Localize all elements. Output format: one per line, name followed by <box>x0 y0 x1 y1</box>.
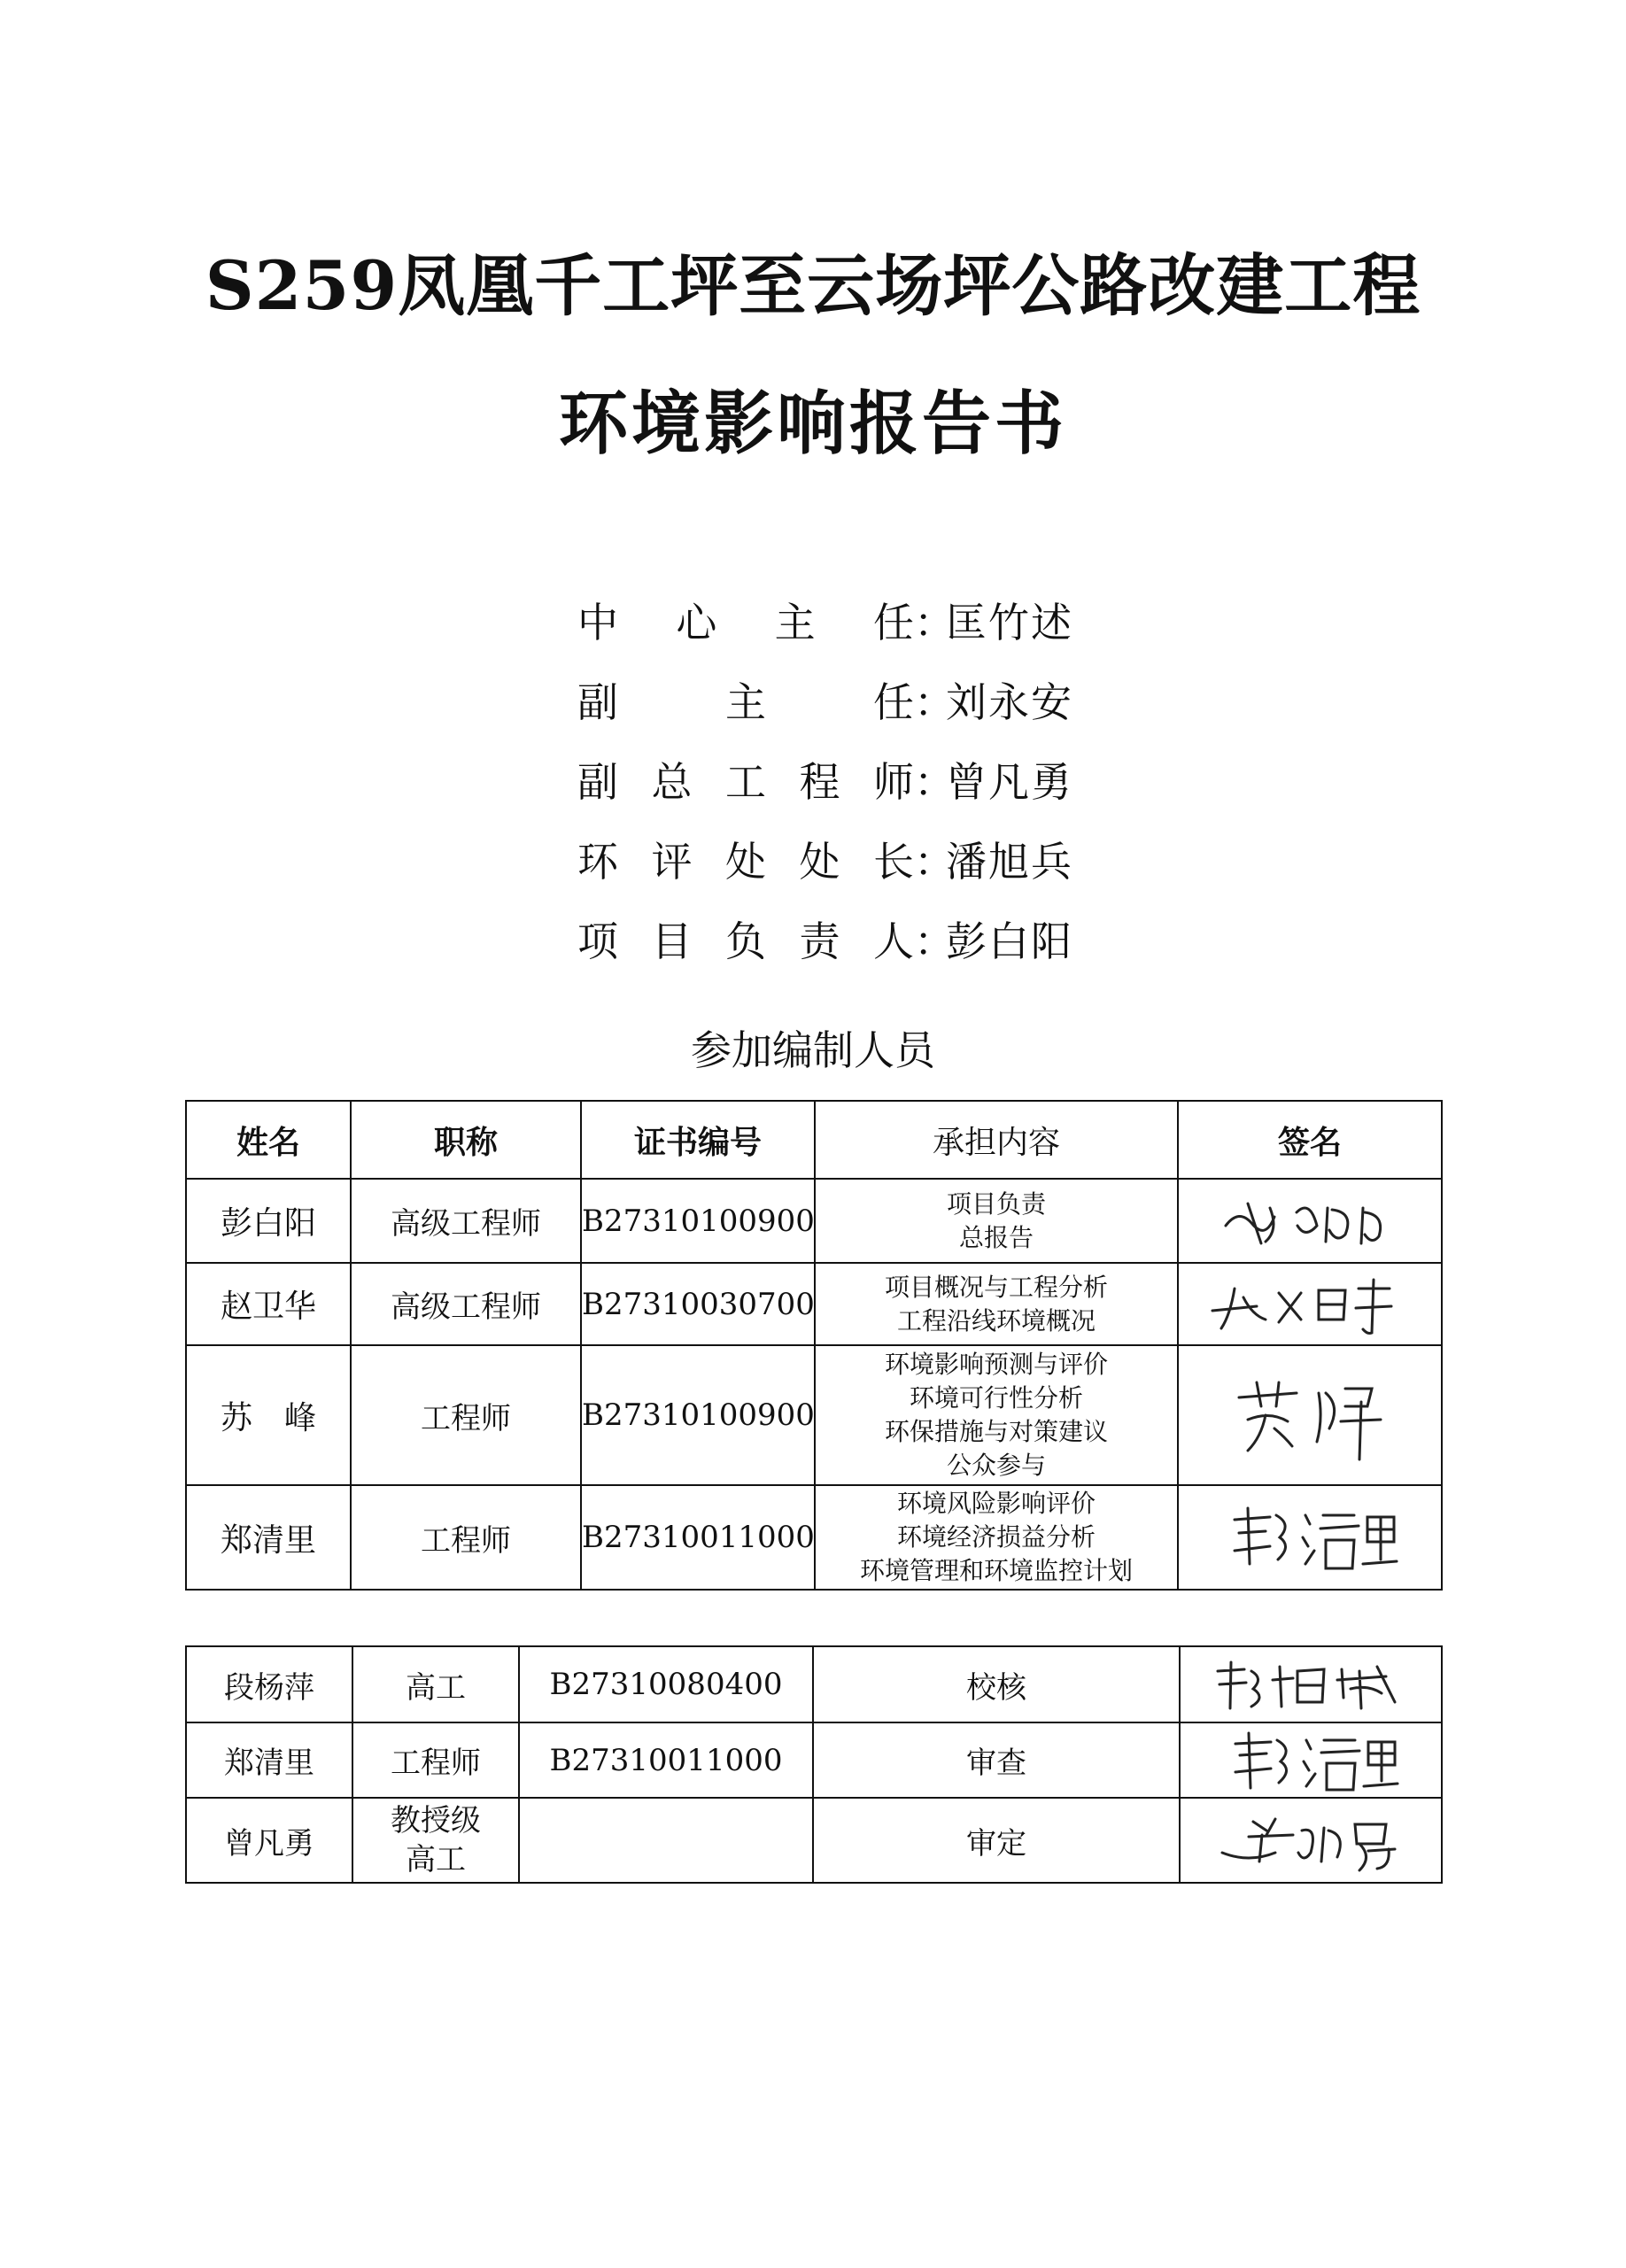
reviewer-cert: B27310011000 <box>519 1722 813 1798</box>
role-separator: ： <box>914 758 955 806</box>
table-row <box>186 1179 1442 1263</box>
signature-cell <box>1180 1646 1442 1722</box>
report-title-line1: S259凤凰千工坪至云场坪公路改建工程 <box>205 246 1421 325</box>
signature-cell <box>1178 1179 1442 1263</box>
signature-cell <box>1178 1345 1442 1485</box>
role-list <box>577 580 1073 979</box>
reviewer-cert: B27310080400 <box>519 1646 813 1722</box>
role-row <box>577 899 1073 979</box>
staff-content: 环境风险影响评价 环境经济损益分析 环境管理和环境监控计划 <box>815 1485 1178 1590</box>
staff-cert: B27310100900 <box>581 1345 815 1485</box>
role-row <box>577 580 1073 660</box>
role-title: 项 目 负 责 人 <box>577 917 914 965</box>
reviewer-name: 段杨萍 <box>186 1646 352 1722</box>
staff-title: 高级工程师 <box>351 1179 581 1263</box>
reviewer-name: 郑清里 <box>186 1722 352 1798</box>
handwritten-signature <box>1213 1808 1408 1872</box>
table-row <box>186 1646 1442 1722</box>
reviewer-title: 教授级 高工 <box>352 1798 519 1883</box>
header-content: 承担内容 <box>815 1101 1178 1179</box>
staff-section-title: 参加编制人员 <box>691 1026 935 1074</box>
role-person-name: 彭白阳 <box>946 917 1073 965</box>
role-row <box>577 660 1073 739</box>
role-separator: ： <box>914 599 955 646</box>
role-title: 环 评 处 处 长 <box>577 838 914 886</box>
role-person-name: 潘旭兵 <box>946 838 1073 886</box>
staff-cert: B27310030700 <box>581 1263 815 1345</box>
reviewer-title: 高工 <box>352 1646 519 1722</box>
role-title: 副 主 任 <box>577 678 914 726</box>
reviewer-name: 曾凡勇 <box>186 1798 352 1883</box>
handwritten-signature <box>1221 1366 1398 1464</box>
review-table <box>185 1645 1443 1884</box>
staff-name: 郑清里 <box>186 1485 351 1590</box>
header-title: 职称 <box>351 1101 581 1179</box>
staff-table <box>185 1100 1443 1591</box>
role-person-name: 匡竹述 <box>946 599 1073 646</box>
table-row <box>186 1722 1442 1798</box>
role-separator: ： <box>914 917 955 965</box>
staff-name: 苏 峰 <box>186 1345 351 1485</box>
staff-title: 工程师 <box>351 1485 581 1590</box>
staff-content: 项目概况与工程分析 工程沿线环境概况 <box>815 1263 1178 1345</box>
staff-title: 高级工程师 <box>351 1263 581 1345</box>
role-separator: ： <box>914 678 955 726</box>
handwritten-signature <box>1209 1653 1413 1715</box>
signature-cell <box>1178 1263 1442 1345</box>
table-row <box>186 1345 1442 1485</box>
staff-content: 环境影响预测与评价 环境可行性分析 环保措施与对策建议 公众参与 <box>815 1345 1178 1485</box>
reviewer-cert <box>519 1798 813 1883</box>
reviewer-role: 审定 <box>813 1798 1180 1883</box>
reviewer-title: 工程师 <box>352 1722 519 1798</box>
signature-cell <box>1180 1722 1442 1798</box>
role-row <box>577 819 1073 899</box>
header-cert: 证书编号 <box>581 1101 815 1179</box>
handwritten-signature <box>1222 1726 1399 1795</box>
staff-title: 工程师 <box>351 1345 581 1485</box>
role-title: 副 总 工 程 师 <box>577 758 914 806</box>
signature-cell <box>1180 1798 1442 1883</box>
header-signature: 签名 <box>1178 1101 1442 1179</box>
role-person-name: 刘永安 <box>946 678 1073 726</box>
handwritten-signature <box>1221 1498 1398 1577</box>
handwritten-signature <box>1204 1271 1416 1337</box>
table-header-row <box>186 1101 1442 1179</box>
role-separator: ： <box>914 838 955 886</box>
reviewer-role: 校核 <box>813 1646 1180 1722</box>
header-name: 姓名 <box>186 1101 351 1179</box>
table-row <box>186 1263 1442 1345</box>
staff-name: 赵卫华 <box>186 1263 351 1345</box>
signature-cell <box>1178 1485 1442 1590</box>
table-row <box>186 1798 1442 1883</box>
staff-name: 彭白阳 <box>186 1179 351 1263</box>
role-row <box>577 739 1073 819</box>
table-row <box>186 1485 1442 1590</box>
staff-cert: B27310011000 <box>581 1485 815 1590</box>
handwritten-signature <box>1212 1190 1407 1252</box>
role-title: 中 心 主 任 <box>577 599 914 646</box>
staff-cert: B27310100900 <box>581 1179 815 1263</box>
report-title-line2: 环境影响报告书 <box>558 384 1067 464</box>
reviewer-role: 审查 <box>813 1722 1180 1798</box>
staff-content: 项目负责 总报告 <box>815 1179 1178 1263</box>
role-person-name: 曾凡勇 <box>946 758 1073 806</box>
